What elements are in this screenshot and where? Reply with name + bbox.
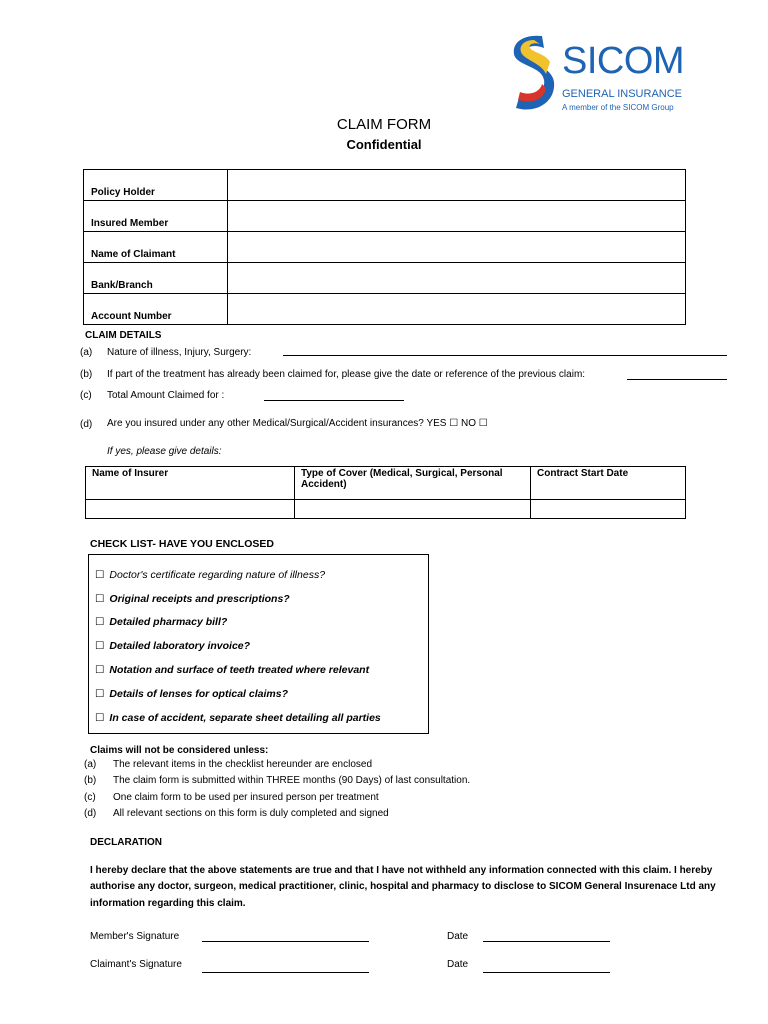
condition-marker: (b) — [84, 775, 97, 786]
previous-claim-label: If part of the treatment has already been claimed for, please give the date or reference of the previous claim: — [107, 369, 586, 380]
checklist-item-label: Detailed laboratory invoice? — [109, 640, 251, 652]
logo-tagline: A member of the SICOM Group — [562, 103, 674, 112]
checklist-item-label: Detailed pharmacy bill? — [109, 616, 228, 628]
logo-wordmark: SICOM — [562, 40, 685, 82]
condition-marker: (d) — [84, 808, 97, 819]
illness-label: Nature of illness, Injury, Surgery: — [107, 347, 252, 358]
logo-subtitle: GENERAL INSURANCE — [562, 88, 683, 100]
policy-holder-field[interactable] — [228, 170, 686, 201]
checkbox-icon[interactable]: ☐ — [95, 616, 105, 628]
member-signature-line[interactable] — [202, 941, 369, 942]
condition-marker: (c) — [84, 792, 96, 803]
member-date-line[interactable] — [483, 941, 610, 942]
table-row — [86, 467, 686, 500]
checklist-item[interactable] — [95, 616, 227, 628]
checklist-item[interactable] — [95, 688, 288, 700]
table-row — [84, 263, 686, 294]
insurer-name-cell[interactable] — [86, 500, 295, 519]
name-of-insurer-header: Name of Insurer — [86, 467, 295, 500]
condition-text: All relevant sections on this form is duly completed and signed — [113, 808, 389, 819]
table-row — [84, 170, 686, 201]
table-row — [84, 232, 686, 263]
checkbox-icon[interactable]: ☐ — [95, 664, 105, 676]
checklist-item-label: Doctor's certificate regarding nature of illness? — [109, 569, 326, 581]
member-signature-label: Member's Signature — [90, 931, 180, 942]
form-title: CLAIM FORM — [336, 116, 432, 133]
insured-member-label: Insured Member — [84, 201, 228, 232]
if-yes-note: If yes, please give details: — [107, 446, 222, 457]
declaration-heading: DECLARATION — [90, 837, 163, 848]
declaration-text: I hereby declare that the above statements are true and that I have not withheld any information connected with this claim. I hereby authorise any doctor, surgeon, medical practitioner, clinic, hospital and pharmacy to disclose to SICOM General Insurenace Ltd any information regarding this claim. — [90, 865, 716, 909]
checkbox-icon[interactable]: ☐ — [95, 593, 105, 605]
conditions-heading: Claims will not be considered unless: — [90, 745, 269, 756]
checklist-item[interactable] — [95, 640, 250, 652]
bank-branch-field[interactable] — [228, 263, 686, 294]
sicom-logo-mark-icon — [506, 32, 558, 114]
checklist-item-label: Original receipts and prescriptions? — [109, 593, 290, 605]
other-insurance-question[interactable]: Are you insured under any other Medical/Surgical/Accident insurances? YES ☐ NO ☐ — [107, 418, 488, 429]
claimant-signature-label: Claimant's Signature — [90, 959, 182, 970]
condition-marker: (a) — [84, 759, 97, 770]
checklist-item[interactable] — [95, 664, 369, 676]
previous-claim-input-line[interactable] — [627, 379, 727, 380]
checklist-item[interactable] — [95, 712, 381, 724]
policy-info-table — [83, 169, 686, 325]
checkbox-icon[interactable]: ☐ — [95, 569, 105, 581]
checklist-item-label: Notation and surface of teeth treated where relevant — [109, 664, 370, 676]
form-subtitle: Confidential — [346, 137, 422, 152]
type-of-cover-header: Type of Cover (Medical, Surgical, Personal Accident) — [295, 467, 531, 500]
claim-details-heading: CLAIM DETAILS — [85, 330, 162, 341]
checklist-item-label: In case of accident, separate sheet detailing all parties — [109, 712, 381, 724]
member-date-label: Date — [447, 931, 469, 942]
checklist-item[interactable] — [95, 593, 290, 605]
other-insurer-table — [85, 466, 686, 519]
checklist-item[interactable] — [95, 569, 325, 581]
amount-claimed-label: Total Amount Claimed for : — [107, 390, 225, 401]
checkbox-icon[interactable]: ☐ — [95, 712, 105, 724]
condition-text: The relevant items in the checklist hereunder are enclosed — [113, 759, 373, 770]
claimant-date-line[interactable] — [483, 972, 610, 973]
claimant-name-field[interactable] — [228, 232, 686, 263]
checkbox-icon[interactable]: ☐ — [95, 688, 105, 700]
illness-input-line[interactable] — [283, 355, 727, 356]
table-row — [84, 201, 686, 232]
account-number-field[interactable] — [228, 294, 686, 325]
checklist-box — [88, 554, 429, 734]
checklist-heading: CHECK LIST- HAVE YOU ENCLOSED — [90, 538, 274, 550]
condition-text: One claim form to be used per insured person per treatment — [113, 792, 379, 803]
claimant-signature-line[interactable] — [202, 972, 369, 973]
item-a-marker: (a) — [80, 347, 93, 358]
table-row — [86, 500, 686, 519]
checklist-item-label: Details of lenses for optical claims? — [109, 688, 288, 700]
cover-type-cell[interactable] — [295, 500, 531, 519]
table-row — [84, 294, 686, 325]
start-date-cell[interactable] — [531, 500, 686, 519]
item-c-marker: (c) — [80, 390, 92, 401]
claimant-name-label: Name of Claimant — [84, 232, 228, 263]
checkbox-icon[interactable]: ☐ — [95, 640, 105, 652]
insured-member-field[interactable] — [228, 201, 686, 232]
account-number-label: Account Number — [84, 294, 228, 325]
policy-holder-label: Policy Holder — [84, 170, 228, 201]
item-d-marker: (d) — [80, 419, 93, 430]
condition-text: The claim form is submitted within THREE months (90 Days) of last consultation. — [113, 775, 471, 786]
claimant-date-label: Date — [447, 959, 469, 970]
amount-claimed-input-line[interactable] — [264, 400, 404, 401]
contract-start-date-header: Contract Start Date — [531, 467, 686, 500]
item-b-marker: (b) — [80, 369, 93, 380]
sicom-logo — [506, 32, 686, 114]
bank-branch-label: Bank/Branch — [84, 263, 228, 294]
